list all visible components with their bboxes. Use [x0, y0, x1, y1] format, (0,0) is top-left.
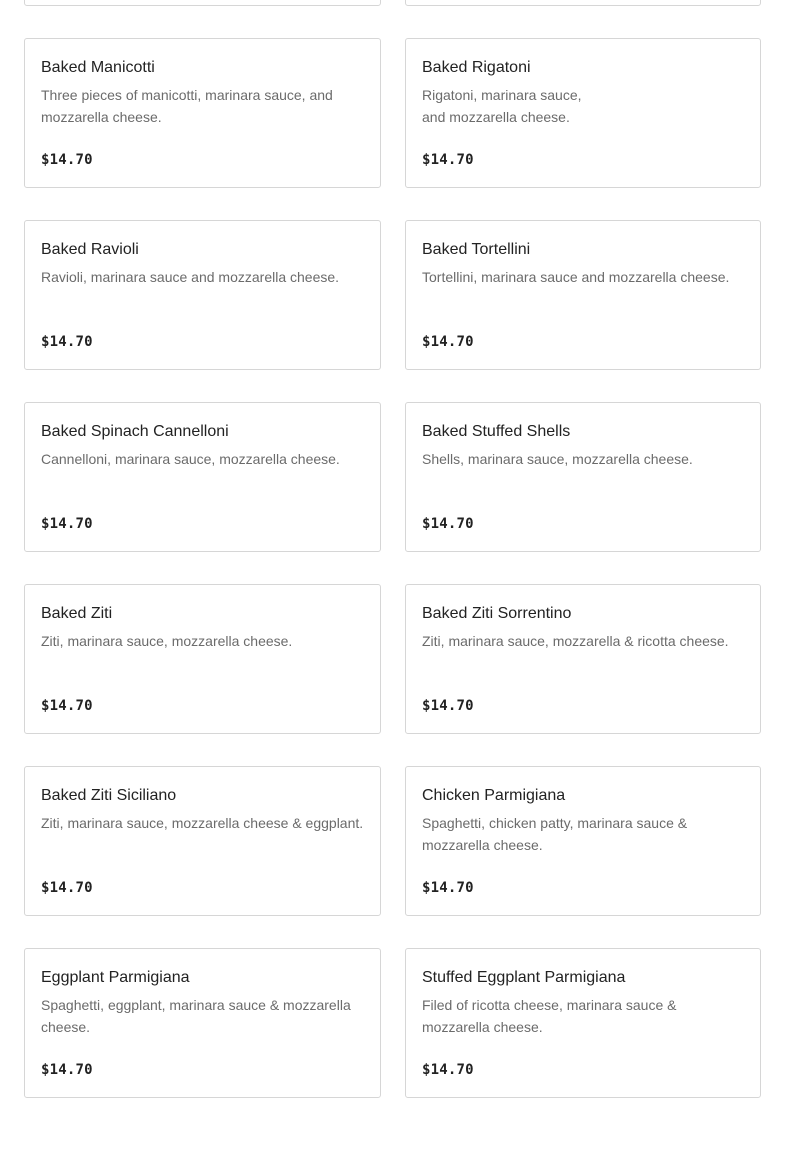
menu-item-price: $14.70 [422, 880, 474, 896]
menu-item-description: Spaghetti, eggplant, marinara sauce & mozzarella cheese. [41, 997, 351, 1035]
menu-item-name: Chicken Parmigiana [422, 787, 566, 804]
menu-item-name: Baked Stuffed Shells [422, 423, 571, 440]
menu-item-description: Ziti, marinara sauce, mozzarella cheese. [41, 633, 293, 649]
menu-item-card-chicken-parmigiana[interactable] [405, 766, 761, 916]
menu-item-card-baked-ziti-sorrentino[interactable] [405, 584, 761, 734]
menu-item-name: Baked Manicotti [41, 59, 155, 76]
menu-item-description: Ziti, marinara sauce, mozzarella & ricotta cheese. [422, 633, 729, 649]
menu-item-card-eggplant-parmigiana[interactable] [24, 948, 381, 1098]
menu-item-description: Shells, marinara sauce, mozzarella cheese. [422, 451, 693, 467]
menu-item-price: $14.70 [41, 1062, 93, 1078]
menu-item-card-baked-spinach-cannelloni[interactable] [24, 402, 381, 552]
menu-item-card-baked-rigatoni[interactable] [405, 38, 761, 188]
menu-item-price: $14.70 [41, 152, 93, 168]
menu-item-card-baked-tortellini[interactable] [405, 220, 761, 370]
menu-item-name: Stuffed Eggplant Parmigiana [422, 969, 626, 986]
menu-item-description: Ravioli, marinara sauce and mozzarella cheese. [41, 269, 340, 285]
menu-item-name: Baked Spinach Cannelloni [41, 423, 229, 440]
menu-item-description: Cannelloni, marinara sauce, mozzarella cheese. [41, 451, 340, 467]
menu-item-description: Rigatoni, marinara sauce, and mozzarella cheese. [422, 87, 582, 125]
menu-item-card-baked-ziti-siciliano[interactable] [24, 766, 381, 916]
menu-item-card-baked-ziti[interactable] [24, 584, 381, 734]
menu-item-description: Tortellini, marinara sauce and mozzarella cheese. [422, 269, 730, 285]
menu-item-price: $14.70 [422, 152, 474, 168]
menu-item-name: Baked Ziti Sorrentino [422, 605, 572, 622]
menu-item-name: Baked Ravioli [41, 241, 139, 258]
menu-item-name: Baked Tortellini [422, 241, 531, 258]
menu-item-grid [24, 0, 761, 1098]
menu-item-description: Filed of ricotta cheese, marinara sauce & mozzarella cheese. [422, 997, 677, 1035]
menu-item-price: $14.70 [41, 880, 93, 896]
menu-item-name: Baked Ziti Siciliano [41, 787, 177, 804]
menu-item-card-baked-ravioli[interactable] [24, 220, 381, 370]
menu-item-name: Baked Rigatoni [422, 59, 531, 76]
menu-item-price: $14.70 [41, 698, 93, 714]
menu-item-price: $14.70 [41, 516, 93, 532]
menu-item-description: Ziti, marinara sauce, mozzarella cheese & eggplant. [41, 815, 364, 831]
menu-item-name: Baked Ziti [41, 605, 113, 622]
menu-item-card-stuffed-eggplant-parmigiana[interactable] [405, 948, 761, 1098]
menu-item-price: $14.70 [422, 1062, 474, 1078]
menu-item-price: $14.70 [422, 516, 474, 532]
menu-item-description: Spaghetti, chicken patty, marinara sauce & mozzarella cheese. [422, 815, 688, 853]
menu-item-description: Three pieces of manicotti, marinara sauce, and mozzarella cheese. [41, 87, 333, 125]
menu-item-name: Eggplant Parmigiana [41, 969, 190, 986]
menu-item-card[interactable] [24, 0, 381, 6]
menu-item-card-baked-manicotti[interactable] [24, 38, 381, 188]
menu-item-card-baked-stuffed-shells[interactable] [405, 402, 761, 552]
menu-item-card[interactable] [405, 0, 761, 6]
menu-item-price: $14.70 [422, 334, 474, 350]
menu-item-price: $14.70 [422, 698, 474, 714]
menu-item-price: $14.70 [41, 334, 93, 350]
